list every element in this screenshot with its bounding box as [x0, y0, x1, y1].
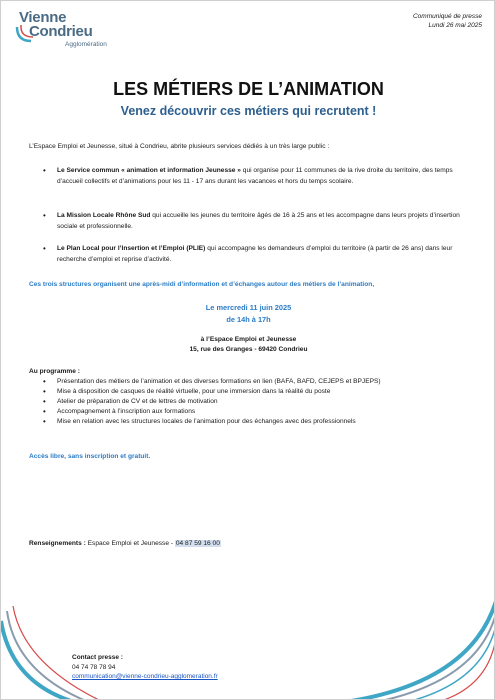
press-header: [413, 12, 482, 30]
info-place: Espace Emploi et Jeunesse -: [85, 540, 175, 547]
page-title: LES MÉTIERS DE L’ANIMATION: [113, 79, 384, 99]
press-date: Lundi 26 mai 2025: [428, 22, 482, 29]
services-list-1: [43, 166, 468, 187]
list-item: • Mise en relation avec les structures locales de l’animation pour des échanges avec des professionnels: [43, 417, 473, 427]
programme-heading: Au programme :: [29, 368, 80, 375]
info-line: [29, 539, 221, 550]
announcement-text: Ces trois structures organisent une après-midi d’information et d’échanges autour des métiers de l’animation,: [29, 281, 375, 288]
service-text: qui accueille les jeunes du territoire âgés de 16 à 25 ans et les accompagne dans leurs projets d’insertion sociale et professionnelle.: [57, 212, 460, 230]
contact-email-link[interactable]: communication@vienne-condrieu-agglomeration.fr: [72, 673, 218, 680]
event-date: Le mercredi 11 juin 2025: [205, 303, 292, 312]
press-label: Communiqué de presse: [412, 13, 482, 20]
list-item: • Présentation des métiers de l’animation et des diverses formations en lien (BAFA, BAFD, CEJEPS et BPJEPS): [43, 377, 473, 387]
info-phone[interactable]: 04 87 59 16 00: [175, 540, 220, 547]
contact-phone: 04 74 78 78 94: [72, 663, 116, 671]
services-list-2: [43, 211, 468, 232]
list-item: [43, 211, 468, 232]
logo-text-agglomeration: Agglomération: [65, 41, 107, 48]
contact-label: Contact presse :: [72, 654, 123, 661]
logo-text-condrieu: Condrieu: [29, 23, 93, 40]
press-contact: [72, 653, 218, 682]
list-item: • Accompagnement à l’inscription aux formations: [43, 407, 473, 417]
programme-list: [43, 377, 473, 427]
event-place: à l’Espace Emploi et Jeunesse: [200, 336, 297, 343]
service-name: Le Plan Local pour l’Insertion et l’Emploi (PLIE): [57, 245, 206, 252]
intro-paragraph: L’Espace Emploi et Jeunesse, situé à Condrieu, abrite plusieurs services dédiés à un très large public :: [29, 143, 330, 150]
event-address: 15, rue des Granges - 69420 Condrieu: [189, 346, 308, 353]
service-text: qui organise pour 11 communes de la rive droite du territoire, des temps d’accueil collectifs et d’animations pour les 11 - 17 ans durant les vacances et hors du temps scolaire.: [57, 167, 453, 185]
service-text: qui accompagne les demandeurs d’emploi du territoire (à partir de 26 ans) dans leur recherche d’emploi et reprise d’activité.: [57, 245, 453, 263]
footer-wave-decoration: [1, 601, 495, 700]
service-name: Le Service commun « animation et information Jeunesse »: [57, 167, 241, 174]
access-text: Accès libre, sans inscription et gratuit.: [29, 453, 151, 460]
list-item: • Atelier de préparation de CV et de lettres de motivation: [43, 397, 473, 407]
vienne-condrieu-logo: [15, 9, 111, 55]
page-subtitle: Venez découvrir ces métiers qui recrutent !: [120, 104, 377, 118]
list-item: [43, 166, 468, 187]
service-name: La Mission Locale Rhône Sud: [57, 212, 151, 219]
event-time: de 14h à 17h: [226, 315, 271, 324]
list-item: [43, 244, 468, 265]
logo-text-vienne: Vienne: [19, 9, 67, 26]
info-label: Renseignements :: [29, 540, 86, 547]
services-list-3: [43, 244, 468, 265]
list-item: • Mise à disposition de casques de réalité virtuelle, pour une immersion dans la réalité du poste: [43, 387, 473, 397]
